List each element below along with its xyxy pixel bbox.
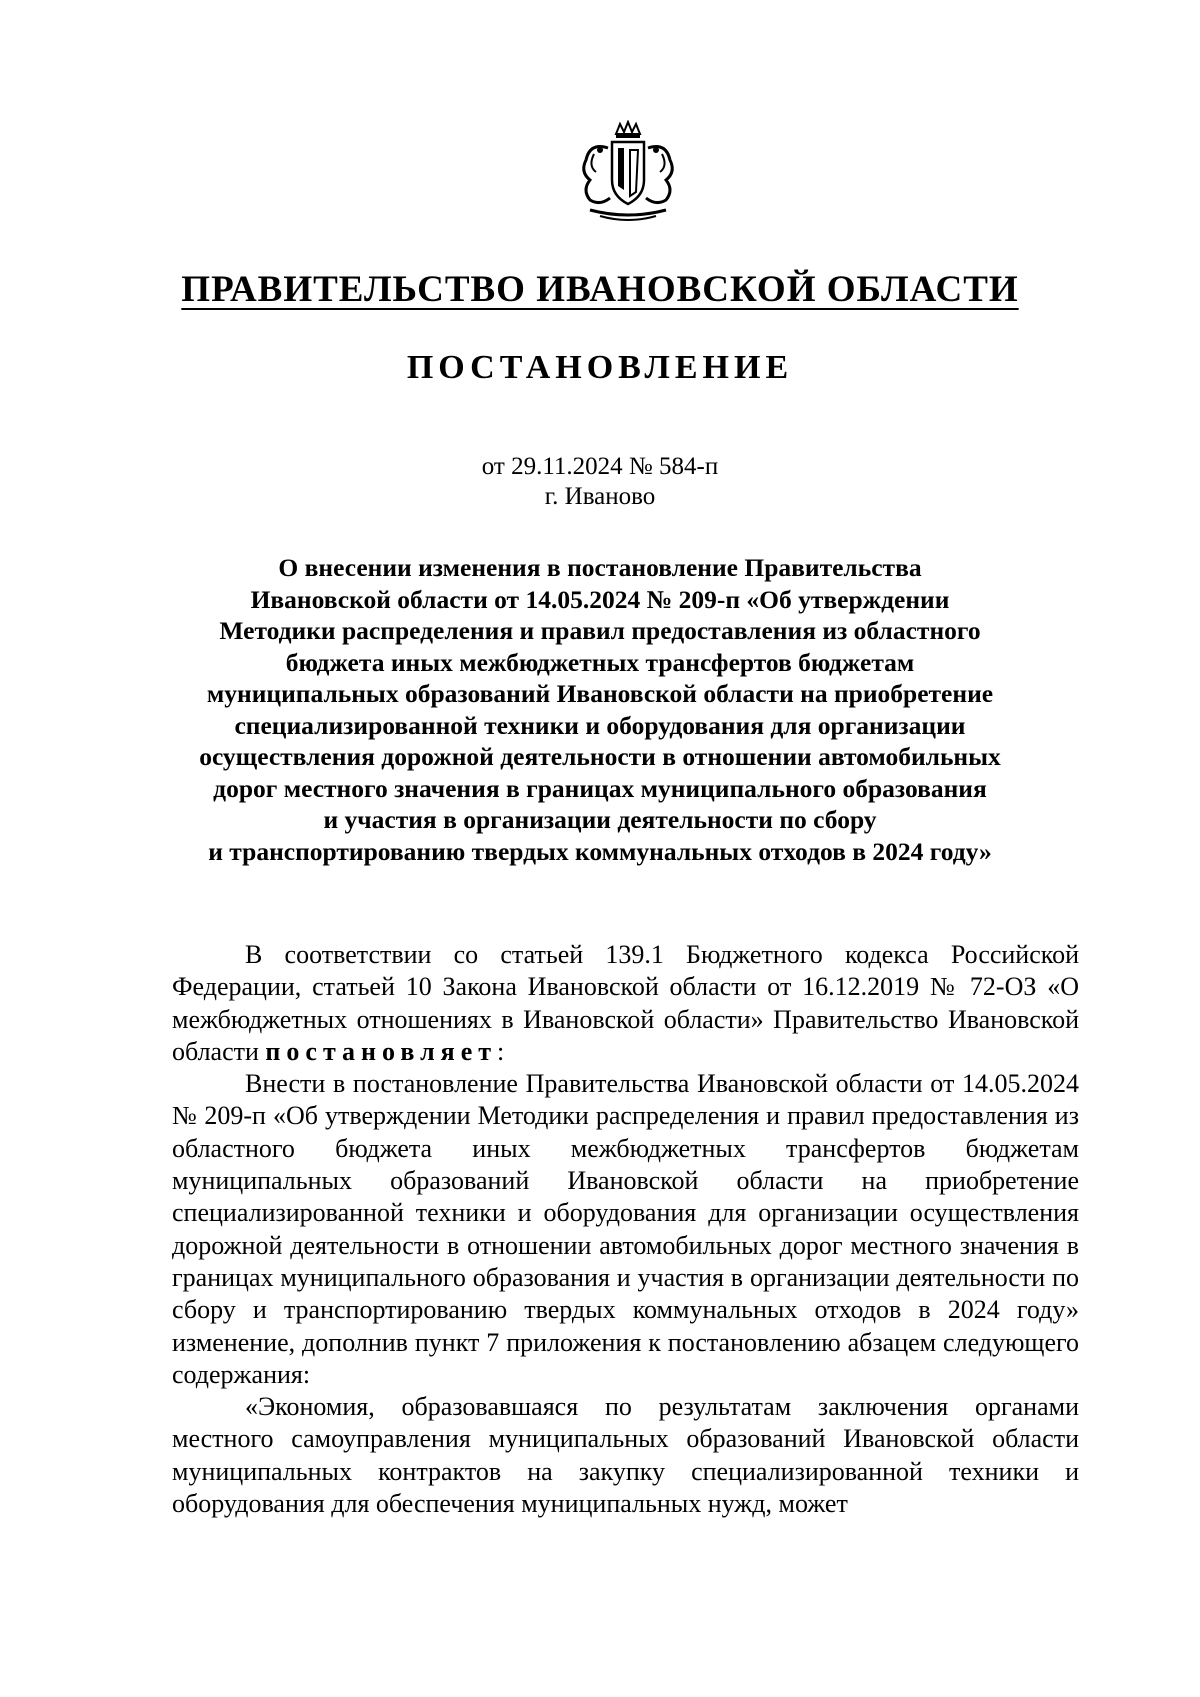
document-type-title: ПОСТАНОВЛЕНИЕ [406, 349, 794, 386]
subject-line: дорог местного значения в границах муниципального образования [213, 773, 987, 803]
subject-line: специализированной техники и оборудования для организации [234, 710, 966, 740]
subject-line: бюджета иных межбюджетных трансфертов бюджетам [285, 647, 915, 677]
subject-line: О внесении изменения в постановление Правительства [278, 553, 922, 582]
body-paragraph-amendment: Внести в постановление Правительства Ивановской области от 14.05.2024 № 209-п «Об утверждении Методики распределения и правил предоставления из областного бюджета иных межбюджетных трансфертов бюджетам муниципальных образований Ивановской области на приобретение специализированной техники и оборудования для организации осуществления дорожной деятельности в отношении автомобильных дорог местного значения в границах муниципального образования и участия в организации деятельности по сбору и транспортированию твердых коммунальных отходов в 2024 году» изменение, дополнив пункт 7 приложения к постановлению абзацем следующего содержания: [172, 1069, 1079, 1389]
coat-of-arms-emblem [560, 120, 696, 228]
body-paragraph-quote: «Экономия, образовавшаяся по результатам заключения органами местного самоуправления муниципальных образований Ивановской области муниципальных контрактов на закупку специализированной техники и оборудования для обеспечения муниципальных нужд, может [172, 1392, 1079, 1519]
subject-line: Методики распределения и правил предоставления из областного [219, 616, 981, 645]
document-body [172, 939, 1079, 1520]
subject-line: и транспортированию твердых коммунальных отходов в 2024 году» [208, 836, 992, 866]
document-city: г. Иваново [544, 483, 656, 510]
document-date-number: от 29.11.2024 № 584-п [481, 453, 719, 480]
subject-line: и участия в организации деятельности по сбору [323, 805, 877, 834]
preamble-colon: : [497, 1036, 505, 1066]
organization-title: ПРАВИТЕЛЬСТВО ИВАНОВСКОЙ ОБЛАСТИ [181, 269, 1019, 310]
subject-line: Ивановской области от 14.05.2024 № 209-п «Об утверждении [250, 584, 950, 614]
subject-line: муниципальных образований Ивановской области на приобретение [206, 679, 994, 708]
document-meta [100, 452, 1100, 512]
body-paragraph-preamble [172, 939, 1079, 1068]
preamble-text: В соответствии со статьей 139.1 Бюджетного кодекса Российской Федерации, статьей 10 Закона Ивановской области от 16.12.2019 № 72-ОЗ «О межбюджетных отношениях в Ивановской области» Правительство Ивановской области [172, 940, 1079, 1066]
resolves-keyword: постановляет [265, 1036, 498, 1066]
document-subject [100, 552, 1100, 867]
subject-line: осуществления дорожной деятельности в отношении автомобильных [199, 742, 1001, 771]
